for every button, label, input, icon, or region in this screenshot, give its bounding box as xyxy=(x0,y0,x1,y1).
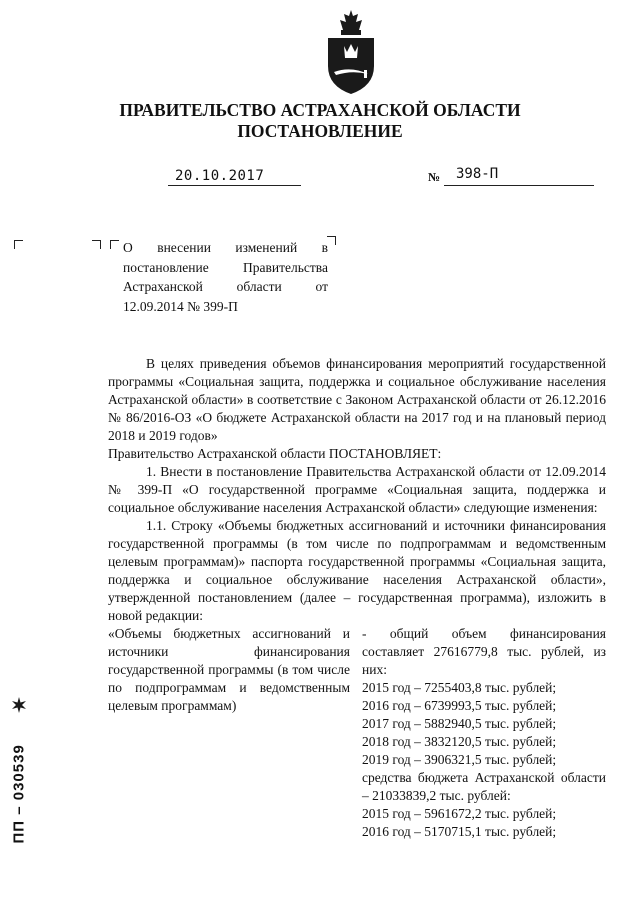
regional-year-2015: 2015 год – 5961672,2 тыс. рублей; xyxy=(362,806,557,821)
corner-mark-subject-top-right xyxy=(327,236,336,245)
asterisk-mark-icon xyxy=(10,696,28,714)
total-year-2019: 2019 год – 3906321,5 тыс. рублей; xyxy=(362,752,557,767)
total-year-2016: 2016 год – 6739993,5 тыс. рублей; xyxy=(362,698,557,713)
registration-stamp xyxy=(6,718,32,848)
regional-year-2016: 2016 год – 5170715,1 тыс. рублей; xyxy=(362,824,557,839)
total-year-2015: 2015 год – 7255403,8 тыс. рублей; xyxy=(362,680,557,695)
funding-table xyxy=(108,625,606,839)
number-underline xyxy=(444,185,594,186)
total-year-2018: 2018 год – 3832120,5 тыс. рублей; xyxy=(362,734,557,749)
corner-mark-left xyxy=(14,240,23,249)
date-underline xyxy=(168,185,301,186)
registration-number: ПП – 030539 xyxy=(10,744,28,844)
coat-of-arms-emblem xyxy=(322,8,380,96)
government-title: ПРАВИТЕЛЬСТВО АСТРАХАНСКОЙ ОБЛАСТИ xyxy=(119,100,521,120)
body-paragraph-2: Правительство Астраханской области ПОСТАНОВЛЯЕТ: xyxy=(108,446,442,461)
document-type-title: ПОСТАНОВЛЕНИЕ xyxy=(237,121,403,141)
document-date: 20.10.2017 xyxy=(175,168,265,184)
total-year-2017: 2017 год – 5882940,5 тыс. рублей; xyxy=(362,716,557,731)
table-left-cell: «Объемы бюджетных ассигнований и источники финансирования государственной программы (в том числе по подпрограммам и ведомственным целевым программам) xyxy=(108,626,350,713)
body-paragraph-1: В целях приведения объемов финансирования мероприятий государственной программы «Социальная защита, поддержка и социальное обслуживание населения Астраханской области» в соответствие с Законом Астраханской области от 26.12.2016 № 86/2016-ОЗ «О бюджете Астраханской области на 2017 год и на плановый период 2018 и 2019 годов» xyxy=(108,356,606,443)
number-sign: № xyxy=(428,170,441,184)
table-right-cell xyxy=(362,625,606,841)
body-paragraph-3: 1. Внести в постановление Правительства Астраханской области от 12.09.2014 № 399-П «О государственной программе «Социальная защита, поддержка и социальное обслуживание населения Астраханской области» следующие изменения: xyxy=(108,464,606,515)
body-paragraph-4: 1.1. Строку «Объемы бюджетных ассигнований и источники финансирования государственной программы (в том числе по подпрограммам и ведомственным целевым программам)» паспорта государственной программы «Социальная защита, поддержка и социальное обслуживание населения Астраханской области», утвержденной постановлением (далее – государственная программа), изложить в новой редакции: xyxy=(108,518,606,623)
total-funding-intro: - общий объем финансирования составляет 27616779,8 тыс. рублей, из них: xyxy=(362,626,606,677)
regional-funding-intro: средства бюджета Астраханской области – 21033839,2 тыс. рублей: xyxy=(362,770,606,803)
corner-mark-subject-top-left-b xyxy=(110,240,119,249)
document-subject: О внесении изменений в постановление Правительства Астраханской области от 12.09.2014 № 399-П xyxy=(123,240,328,314)
document-body xyxy=(108,355,606,839)
corner-mark-subject-top-left-a xyxy=(92,240,101,249)
document-number: 398-П xyxy=(456,166,499,182)
